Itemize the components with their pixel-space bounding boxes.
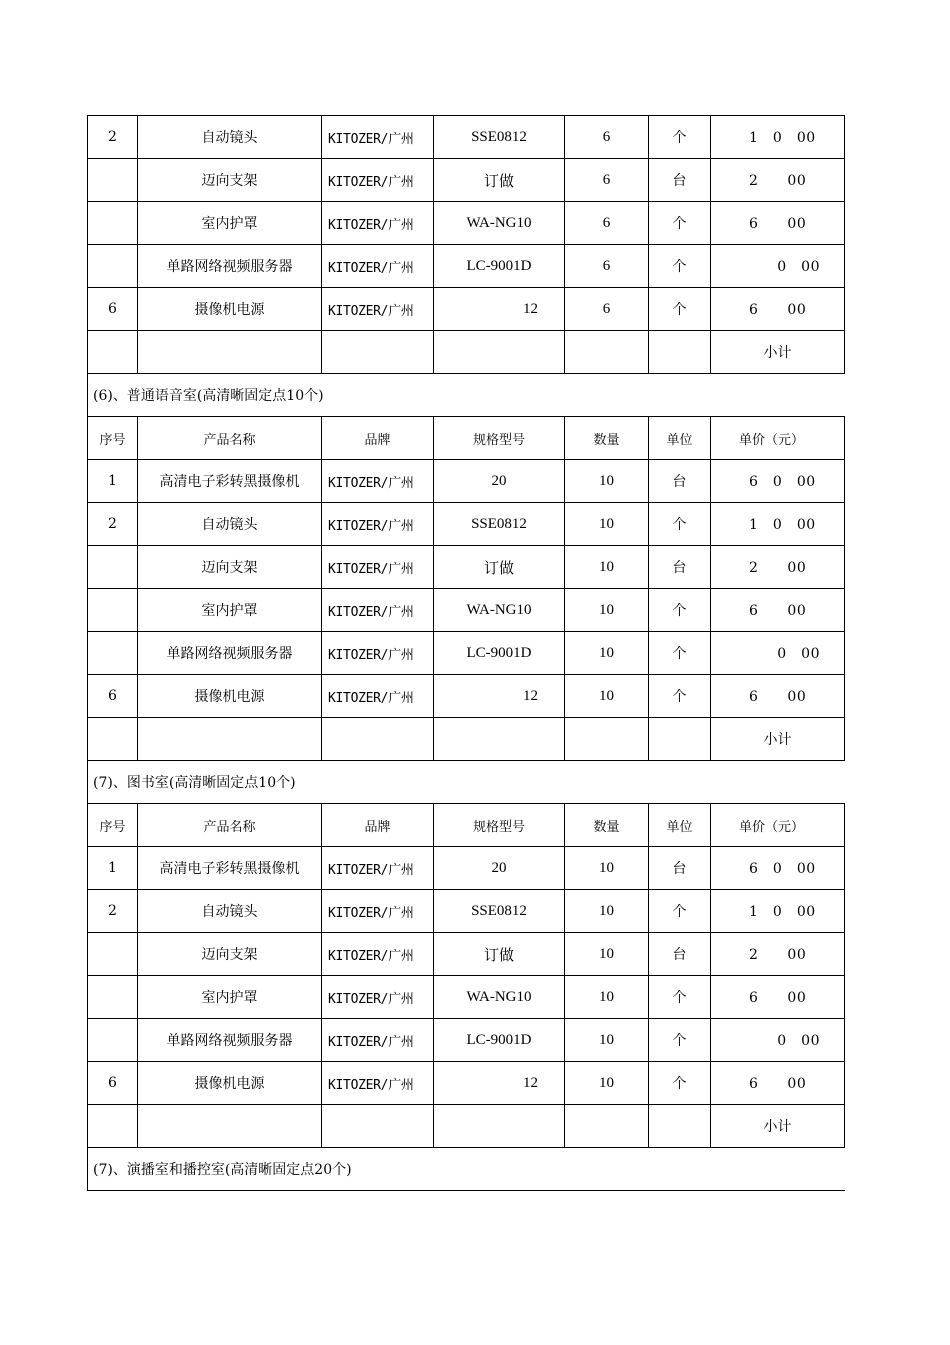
cell-unit: 台	[649, 159, 711, 202]
table-row	[88, 1062, 845, 1105]
table-row	[88, 933, 845, 976]
table-row	[88, 288, 845, 331]
cell-qty: 10	[565, 589, 649, 632]
cell-qty: 10	[565, 1062, 649, 1105]
table-row	[88, 159, 845, 202]
cell-unit: 台	[649, 847, 711, 890]
cell-price: 1 0 00	[711, 890, 845, 933]
subtotal-label: 小计	[711, 331, 845, 374]
cell-no: 2	[88, 503, 138, 546]
table-row	[88, 116, 845, 159]
cell-qty: 6	[565, 245, 649, 288]
cell-unit: 个	[649, 890, 711, 933]
cell-no: 1	[88, 460, 138, 503]
cell-model: WA-NG10	[434, 976, 565, 1019]
header-row	[88, 417, 845, 460]
cell-model: 20	[434, 460, 565, 503]
header-qty: 数量	[565, 417, 649, 460]
cell-name: 室内护罩	[138, 589, 322, 632]
empty-cell	[434, 718, 565, 761]
cell-unit: 台	[649, 933, 711, 976]
cell-brand: KITOZER/广州	[322, 116, 434, 159]
cell-no: 2	[88, 116, 138, 159]
cell-price: 6 00	[711, 675, 845, 718]
empty-cell	[88, 1105, 138, 1148]
cell-no	[88, 546, 138, 589]
table-row	[88, 847, 845, 890]
table-row	[88, 245, 845, 288]
cell-model: SSE0812	[434, 503, 565, 546]
cell-name: 自动镜头	[138, 890, 322, 933]
empty-cell	[649, 718, 711, 761]
cell-name: 自动镜头	[138, 503, 322, 546]
cell-unit: 个	[649, 116, 711, 159]
cell-model: WA-NG10	[434, 202, 565, 245]
empty-cell	[138, 1105, 322, 1148]
table-row	[88, 890, 845, 933]
cell-no	[88, 976, 138, 1019]
header-brand: 品牌	[322, 417, 434, 460]
header-model: 规格型号	[434, 417, 565, 460]
cell-brand: KITOZER/广州	[322, 847, 434, 890]
header-price: 单价（元）	[711, 417, 845, 460]
cell-model: SSE0812	[434, 116, 565, 159]
cell-no	[88, 933, 138, 976]
cell-price: 0 00	[711, 632, 845, 675]
cell-unit: 个	[649, 632, 711, 675]
table-row	[88, 460, 845, 503]
header-no: 序号	[88, 804, 138, 847]
empty-cell	[434, 1105, 565, 1148]
cell-unit: 台	[649, 546, 711, 589]
cell-no	[88, 159, 138, 202]
table-row	[88, 503, 845, 546]
cell-model: SSE0812	[434, 890, 565, 933]
cell-unit: 个	[649, 1019, 711, 1062]
cell-qty: 10	[565, 1019, 649, 1062]
cell-no: 2	[88, 890, 138, 933]
cell-unit: 个	[649, 1062, 711, 1105]
cell-qty: 10	[565, 503, 649, 546]
cell-name: 自动镜头	[138, 116, 322, 159]
table-row	[88, 632, 845, 675]
cell-unit: 个	[649, 976, 711, 1019]
cell-no	[88, 632, 138, 675]
cell-price: 6 0 00	[711, 460, 845, 503]
cell-unit: 台	[649, 460, 711, 503]
cell-no	[88, 1019, 138, 1062]
section-title-row	[88, 761, 845, 804]
cell-price: 2 00	[711, 159, 845, 202]
header-unit: 单位	[649, 804, 711, 847]
cell-model: LC-9001D	[434, 632, 565, 675]
cell-qty: 6	[565, 116, 649, 159]
cell-name: 摄像机电源	[138, 1062, 322, 1105]
cell-name: 室内护罩	[138, 976, 322, 1019]
cell-price: 6 00	[711, 589, 845, 632]
cell-brand: KITOZER/广州	[322, 460, 434, 503]
subtotal-label: 小计	[711, 1105, 845, 1148]
subtotal-row	[88, 1105, 845, 1148]
empty-cell	[565, 331, 649, 374]
cell-unit: 个	[649, 589, 711, 632]
cell-price: 6 00	[711, 202, 845, 245]
section-title: (6)、普通语音室(高清晰固定点10个)	[88, 374, 845, 417]
cell-name: 迈向支架	[138, 933, 322, 976]
spreadsheet	[87, 115, 844, 1191]
cell-brand: KITOZER/广州	[322, 890, 434, 933]
header-name: 产品名称	[138, 417, 322, 460]
table-row	[88, 202, 845, 245]
empty-cell	[322, 331, 434, 374]
cell-qty: 10	[565, 460, 649, 503]
header-model: 规格型号	[434, 804, 565, 847]
cell-name: 摄像机电源	[138, 675, 322, 718]
header-qty: 数量	[565, 804, 649, 847]
cell-name: 高清电子彩转黑摄像机	[138, 847, 322, 890]
empty-cell	[322, 1105, 434, 1148]
section-title: (7)、演播室和播控室(高清晰固定点20个)	[88, 1148, 845, 1191]
empty-cell	[565, 1105, 649, 1148]
cell-price: 2 00	[711, 933, 845, 976]
section-title: (7)、图书室(高清晰固定点10个)	[88, 761, 845, 804]
subtotal-row	[88, 718, 845, 761]
cell-brand: KITOZER/广州	[322, 159, 434, 202]
cell-model: 订做	[434, 159, 565, 202]
cell-model: LC-9001D	[434, 1019, 565, 1062]
cell-price: 6 00	[711, 1062, 845, 1105]
cell-price: 0 00	[711, 1019, 845, 1062]
cell-qty: 10	[565, 847, 649, 890]
cell-price: 2 00	[711, 546, 845, 589]
empty-cell	[649, 1105, 711, 1148]
header-price: 单价（元）	[711, 804, 845, 847]
cell-unit: 个	[649, 503, 711, 546]
section-title-row	[88, 374, 845, 417]
cell-name: 单路网络视频服务器	[138, 632, 322, 675]
cell-brand: KITOZER/广州	[322, 632, 434, 675]
cell-model: 12	[434, 1062, 565, 1105]
cell-no	[88, 245, 138, 288]
cell-name: 高清电子彩转黑摄像机	[138, 460, 322, 503]
cell-qty: 10	[565, 890, 649, 933]
cell-qty: 6	[565, 202, 649, 245]
cell-name: 单路网络视频服务器	[138, 245, 322, 288]
cell-no: 6	[88, 288, 138, 331]
cell-brand: KITOZER/广州	[322, 976, 434, 1019]
empty-cell	[88, 331, 138, 374]
cell-name: 迈向支架	[138, 159, 322, 202]
cell-brand: KITOZER/广州	[322, 1019, 434, 1062]
cell-unit: 个	[649, 288, 711, 331]
cell-price: 1 0 00	[711, 503, 845, 546]
cell-brand: KITOZER/广州	[322, 202, 434, 245]
table-row	[88, 976, 845, 1019]
header-brand: 品牌	[322, 804, 434, 847]
cell-price: 6 00	[711, 976, 845, 1019]
cell-brand: KITOZER/广州	[322, 1062, 434, 1105]
cell-price: 0 00	[711, 245, 845, 288]
cell-brand: KITOZER/广州	[322, 546, 434, 589]
header-unit: 单位	[649, 417, 711, 460]
cell-qty: 10	[565, 933, 649, 976]
cell-brand: KITOZER/广州	[322, 245, 434, 288]
cell-name: 单路网络视频服务器	[138, 1019, 322, 1062]
cell-brand: KITOZER/广州	[322, 503, 434, 546]
empty-cell	[88, 718, 138, 761]
table-row	[88, 675, 845, 718]
cell-no: 1	[88, 847, 138, 890]
subtotal-row	[88, 331, 845, 374]
cell-no: 6	[88, 1062, 138, 1105]
empty-cell	[649, 331, 711, 374]
cell-qty: 10	[565, 675, 649, 718]
equipment-table	[87, 115, 845, 1191]
cell-price: 6 00	[711, 288, 845, 331]
section-title-row	[88, 1148, 845, 1191]
cell-qty: 6	[565, 159, 649, 202]
cell-no	[88, 589, 138, 632]
cell-name: 摄像机电源	[138, 288, 322, 331]
empty-cell	[322, 718, 434, 761]
cell-model: WA-NG10	[434, 589, 565, 632]
cell-brand: KITOZER/广州	[322, 675, 434, 718]
table-row	[88, 589, 845, 632]
cell-unit: 个	[649, 245, 711, 288]
cell-brand: KITOZER/广州	[322, 288, 434, 331]
cell-model: 订做	[434, 546, 565, 589]
cell-qty: 6	[565, 288, 649, 331]
header-no: 序号	[88, 417, 138, 460]
cell-name: 迈向支架	[138, 546, 322, 589]
empty-cell	[138, 718, 322, 761]
cell-model: 20	[434, 847, 565, 890]
cell-qty: 10	[565, 546, 649, 589]
cell-no: 6	[88, 675, 138, 718]
cell-name: 室内护罩	[138, 202, 322, 245]
cell-price: 1 0 00	[711, 116, 845, 159]
cell-model: 12	[434, 675, 565, 718]
header-name: 产品名称	[138, 804, 322, 847]
table-body	[88, 116, 845, 1191]
cell-unit: 个	[649, 202, 711, 245]
table-row	[88, 1019, 845, 1062]
cell-no	[88, 202, 138, 245]
cell-model: 12	[434, 288, 565, 331]
cell-price: 6 0 00	[711, 847, 845, 890]
empty-cell	[434, 331, 565, 374]
cell-model: 订做	[434, 933, 565, 976]
header-row	[88, 804, 845, 847]
cell-model: LC-9001D	[434, 245, 565, 288]
table-row	[88, 546, 845, 589]
cell-brand: KITOZER/广州	[322, 589, 434, 632]
subtotal-label: 小计	[711, 718, 845, 761]
cell-brand: KITOZER/广州	[322, 933, 434, 976]
empty-cell	[565, 718, 649, 761]
cell-unit: 个	[649, 675, 711, 718]
empty-cell	[138, 331, 322, 374]
cell-qty: 10	[565, 632, 649, 675]
cell-qty: 10	[565, 976, 649, 1019]
